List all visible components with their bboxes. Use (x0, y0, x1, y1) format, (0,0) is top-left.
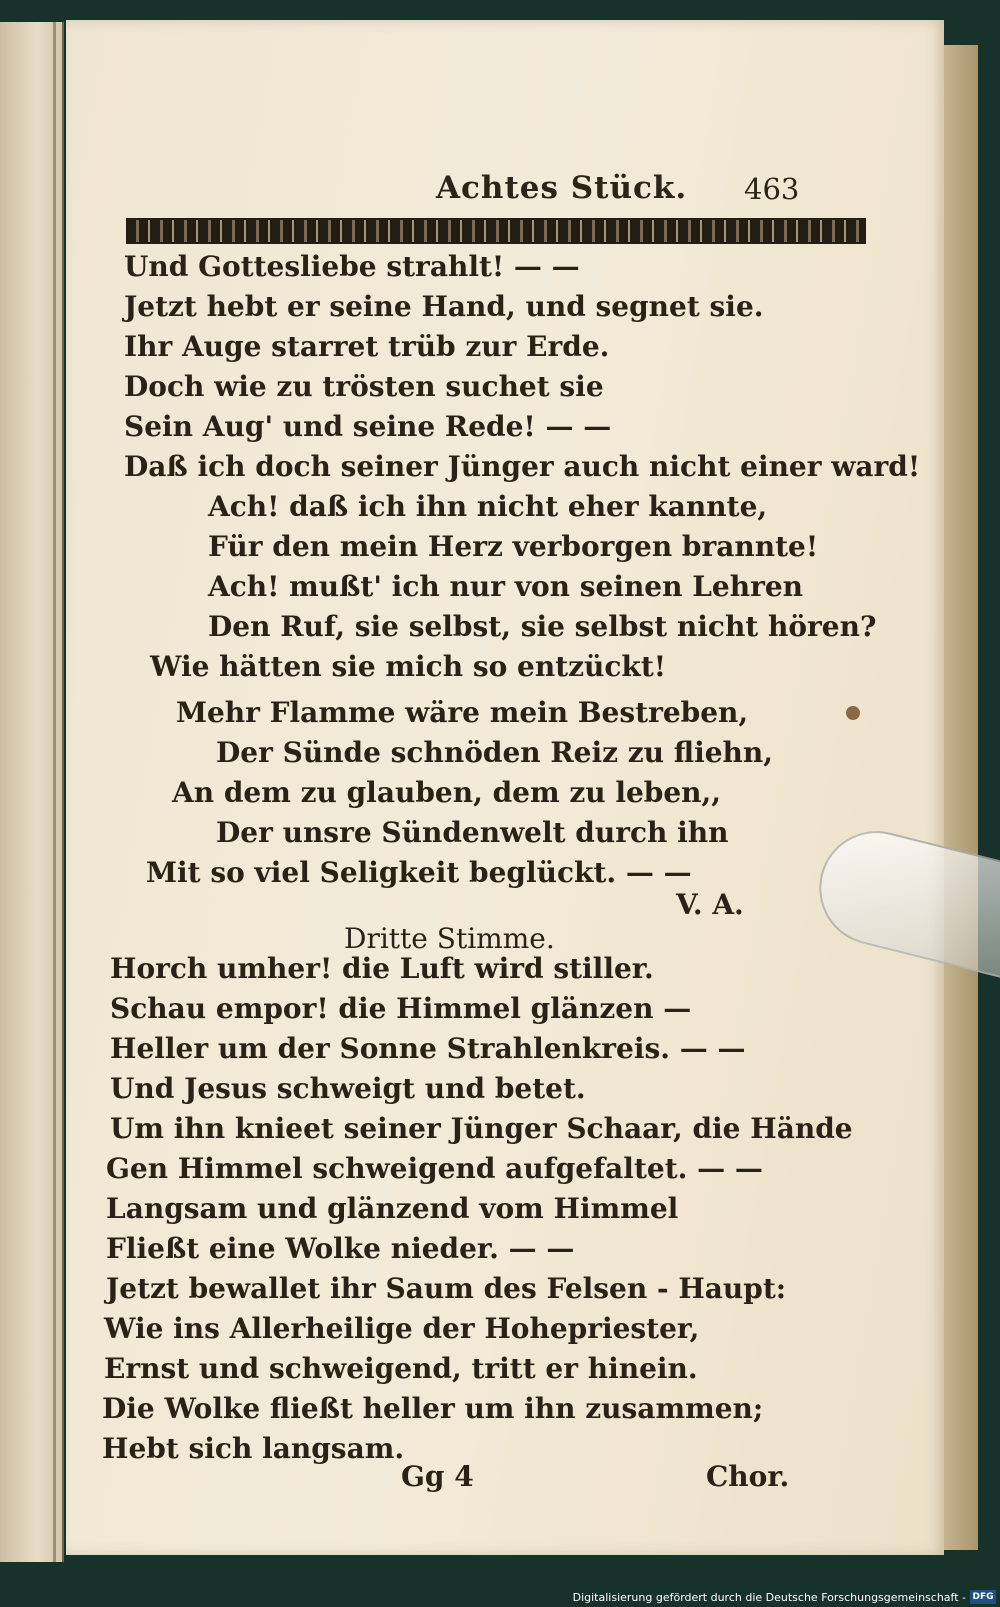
poem-line: Ach! daß ich ihn nicht eher kannte, (208, 490, 768, 523)
poem-line: Mehr Flamme wäre mein Bestreben, (176, 696, 749, 729)
poem-line: Mit so viel Seligkeit beglückt. — — (146, 856, 692, 889)
poem-line: Ihr Auge starret trüb zur Erde. (124, 330, 610, 363)
poem-line: Um ihn knieet seiner Jünger Schaar, die Hände (110, 1112, 853, 1145)
poem-line: An dem zu glauben, dem zu leben,, (172, 776, 722, 809)
poem-line: Fließt eine Wolke nieder. — — (106, 1232, 575, 1265)
voice-heading: Dritte Stimme. (344, 922, 555, 955)
poem-line: Den Ruf, sie selbst, sie selbst nicht hören? (208, 610, 877, 643)
author-signature: V. A. (676, 888, 744, 921)
book-page (66, 20, 944, 1555)
page-number: 463 (744, 172, 800, 206)
dfg-logo: DFG (970, 1590, 996, 1604)
poem-line: Doch wie zu trösten suchet sie (124, 370, 604, 403)
poem-line: Für den mein Herz verborgen brannte! (208, 530, 819, 563)
paper-stain (846, 706, 860, 720)
poem-line: Schau empor! die Himmel glänzen — (110, 992, 692, 1025)
page-fold (53, 22, 56, 1562)
poem-line: Und Gottesliebe strahlt! — — (124, 250, 580, 283)
poem-line: Wie hätten sie mich so entzückt! (150, 650, 667, 683)
poem-line: Der Sünde schnöden Reiz zu fliehn, (216, 736, 774, 769)
poem-line: Ernst und schweigend, tritt er hinein. (104, 1352, 698, 1385)
poem-line: Der unsre Sündenwelt durch ihn (216, 816, 729, 849)
ornamental-rule (126, 218, 866, 244)
running-title: Achtes Stück. (436, 170, 688, 206)
poem-line: Jetzt bewallet ihr Saum des Felsen - Haupt: (106, 1272, 787, 1305)
poem-line: Und Jesus schweigt und betet. (110, 1072, 586, 1105)
poem-line: Jetzt hebt er seine Hand, und segnet sie. (124, 290, 764, 323)
poem-line: Ach! mußt' ich nur von seinen Lehren (208, 570, 804, 603)
poem-line: Langsam und glänzend vom Himmel (106, 1192, 679, 1225)
poem-line: Horch umher! die Luft wird stiller. (110, 952, 654, 985)
poem-line: Heller um der Sonne Strahlenkreis. — — (110, 1032, 746, 1065)
poem-line: Wie ins Allerheilige der Hohepriester, (104, 1312, 700, 1345)
poem-line: Sein Aug' und seine Rede! — — (124, 410, 612, 443)
catchword: Chor. (706, 1460, 790, 1493)
signature-mark: Gg 4 (401, 1460, 474, 1493)
left-page-edge (0, 22, 64, 1562)
poem-line: Die Wolke fließt heller um ihn zusammen; (102, 1392, 764, 1425)
poem-line: Hebt sich langsam. (102, 1432, 405, 1465)
poem-line: Gen Himmel schweigend aufgefaltet. — — (106, 1152, 763, 1185)
poem-line: Daß ich doch seiner Jünger auch nicht einer ward! (124, 450, 921, 483)
page-header (66, 170, 944, 210)
credit-bar (0, 1585, 1000, 1607)
credit-text: Digitalisierung gefördert durch die Deutsche Forschungsgemeinschaft - (572, 1591, 966, 1604)
